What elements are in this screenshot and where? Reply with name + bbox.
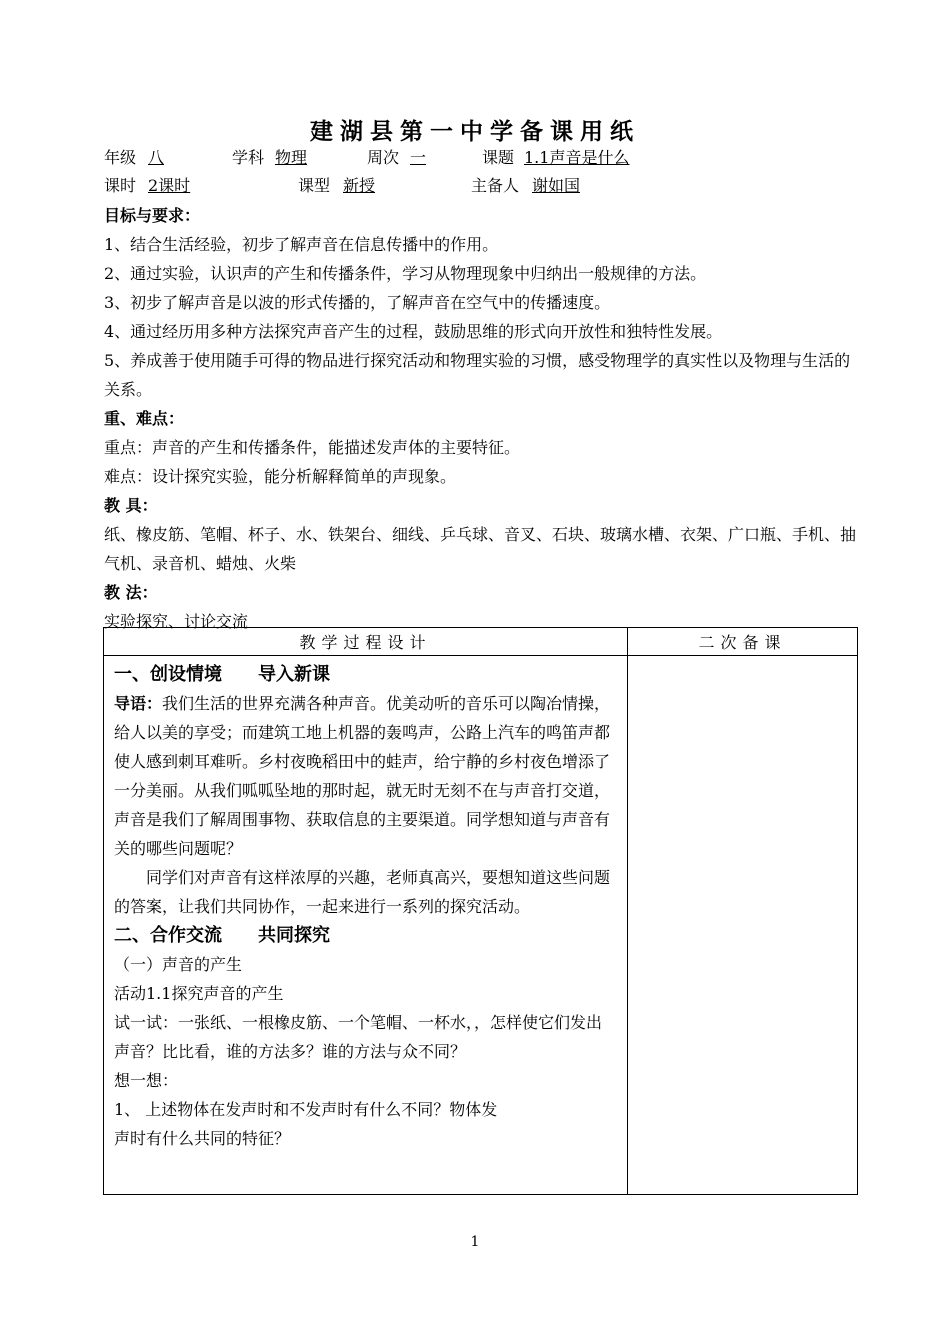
objective-item: 4、通过经历用多种方法探究声音产生的过程，鼓励思维的形式向开放性和独特性发展。 <box>104 322 723 341</box>
intro-text: 我们生活的世界充满各种声音。优美动听的音乐可以陶冶情操，给人以美的享受；而建筑工地上机器的轰鸣声，公路上汽车的鸣笛声都使人感到刺耳难听。乡村夜晚稻田中的蛙声，给宁静的乡村夜色增添了一分美丽。从我们呱呱坠地的那时起，就无时无刻不在与声音打交道，声音是我们了解周围事物、获取信息的主要渠道。同学想知道与声音有关的哪些问题呢？ <box>114 694 611 858</box>
intro-label: 导语： <box>114 694 163 713</box>
objective-item: 5、养成善于使用随手可得的物品进行探究活动和物理实验的习惯，感受物理学的真实性以及物理与生活的关系。 <box>104 351 851 399</box>
periods-label: 课时 <box>104 176 137 195</box>
column-header-secondary: 二次备课 <box>628 628 858 656</box>
grade-label: 年级 <box>104 148 137 167</box>
objective-item: 2、通过实验，认识声的产生和传播条件，学习从物理现象中归纳出一般规律的方法。 <box>104 264 707 283</box>
think-label: 想一想： <box>114 1071 179 1090</box>
materials-heading: 教 具： <box>104 496 158 515</box>
objectives-heading: 目标与要求： <box>104 206 201 225</box>
subject-value: 物理 <box>275 148 308 167</box>
intro-paragraph-2: 同学们对声音有这样浓厚的兴趣，老师真高兴，要想知道这些问题的答案，让我们共同协作，一起来进行一系列的探究活动。 <box>114 868 611 916</box>
grade-value: 八 <box>148 148 165 167</box>
methods-text: 实验探究、讨论交流 <box>104 612 249 631</box>
try-text: 试一试：一张纸、一根橡皮筋、一个笔帽、一杯水，，怎样使它们发出声音？比比看，谁的方法多？谁的方法与众不同？ <box>114 1013 603 1061</box>
objectives-section <box>104 201 856 636</box>
preparer-label: 主备人 <box>471 176 520 195</box>
intro-paragraph <box>114 689 617 863</box>
week-label: 周次 <box>367 148 400 167</box>
page-title: 建湖县第一中学备课用纸 <box>310 118 640 145</box>
topic-label: 课题 <box>482 148 515 167</box>
activity-title: 活动1.1探究声音的产生 <box>114 984 284 1003</box>
secondary-prep-cell <box>628 656 858 1195</box>
lesson-type-label: 课型 <box>298 176 331 195</box>
subject-label: 学科 <box>232 148 265 167</box>
lesson-type-value: 新授 <box>343 176 376 195</box>
methods-heading: 教 法： <box>104 583 158 602</box>
materials-list: 纸、橡皮筋、笔帽、杯子、水、铁架台、细线、乒乓球、音叉、石块、玻璃水槽、衣架、广口瓶、手机、抽气机、录音机、蜡烛、火柴 <box>104 525 857 573</box>
keypoint-difficulty: 难点：设计探究实验，能分析解释简单的声现象。 <box>104 467 457 486</box>
lesson-table <box>103 627 858 1195</box>
topic-value: 1.1声音是什么 <box>524 148 630 167</box>
section-heading: 一、创设情境 导入新课 <box>114 664 330 685</box>
section-heading: 二、合作交流 共同探究 <box>114 925 330 946</box>
design-cell <box>104 656 628 1195</box>
preparer-value: 谢如国 <box>532 176 581 195</box>
keypoint-focus: 重点：声音的产生和传播条件，能描述发声体的主要特征。 <box>104 438 521 457</box>
objective-item: 3、初步了解声音是以波的形式传播的，了解声音在空气中的传播速度。 <box>104 293 611 312</box>
subsection-heading: （一）声音的产生 <box>114 955 243 974</box>
column-header-design: 教学过程设计 <box>104 628 628 656</box>
objective-item: 1、结合生活经验，初步了解声音在信息传播中的作用。 <box>104 235 499 254</box>
page-number: 1 <box>470 1234 480 1250</box>
periods-value: 2课时 <box>148 176 191 195</box>
keypoints-heading: 重、难点： <box>104 409 185 428</box>
question-item: 1、 上述物体在发声时和不发声时有什么不同？物体发 声时有什么共同的特征？ <box>114 1100 498 1148</box>
week-value: 一 <box>410 148 427 167</box>
